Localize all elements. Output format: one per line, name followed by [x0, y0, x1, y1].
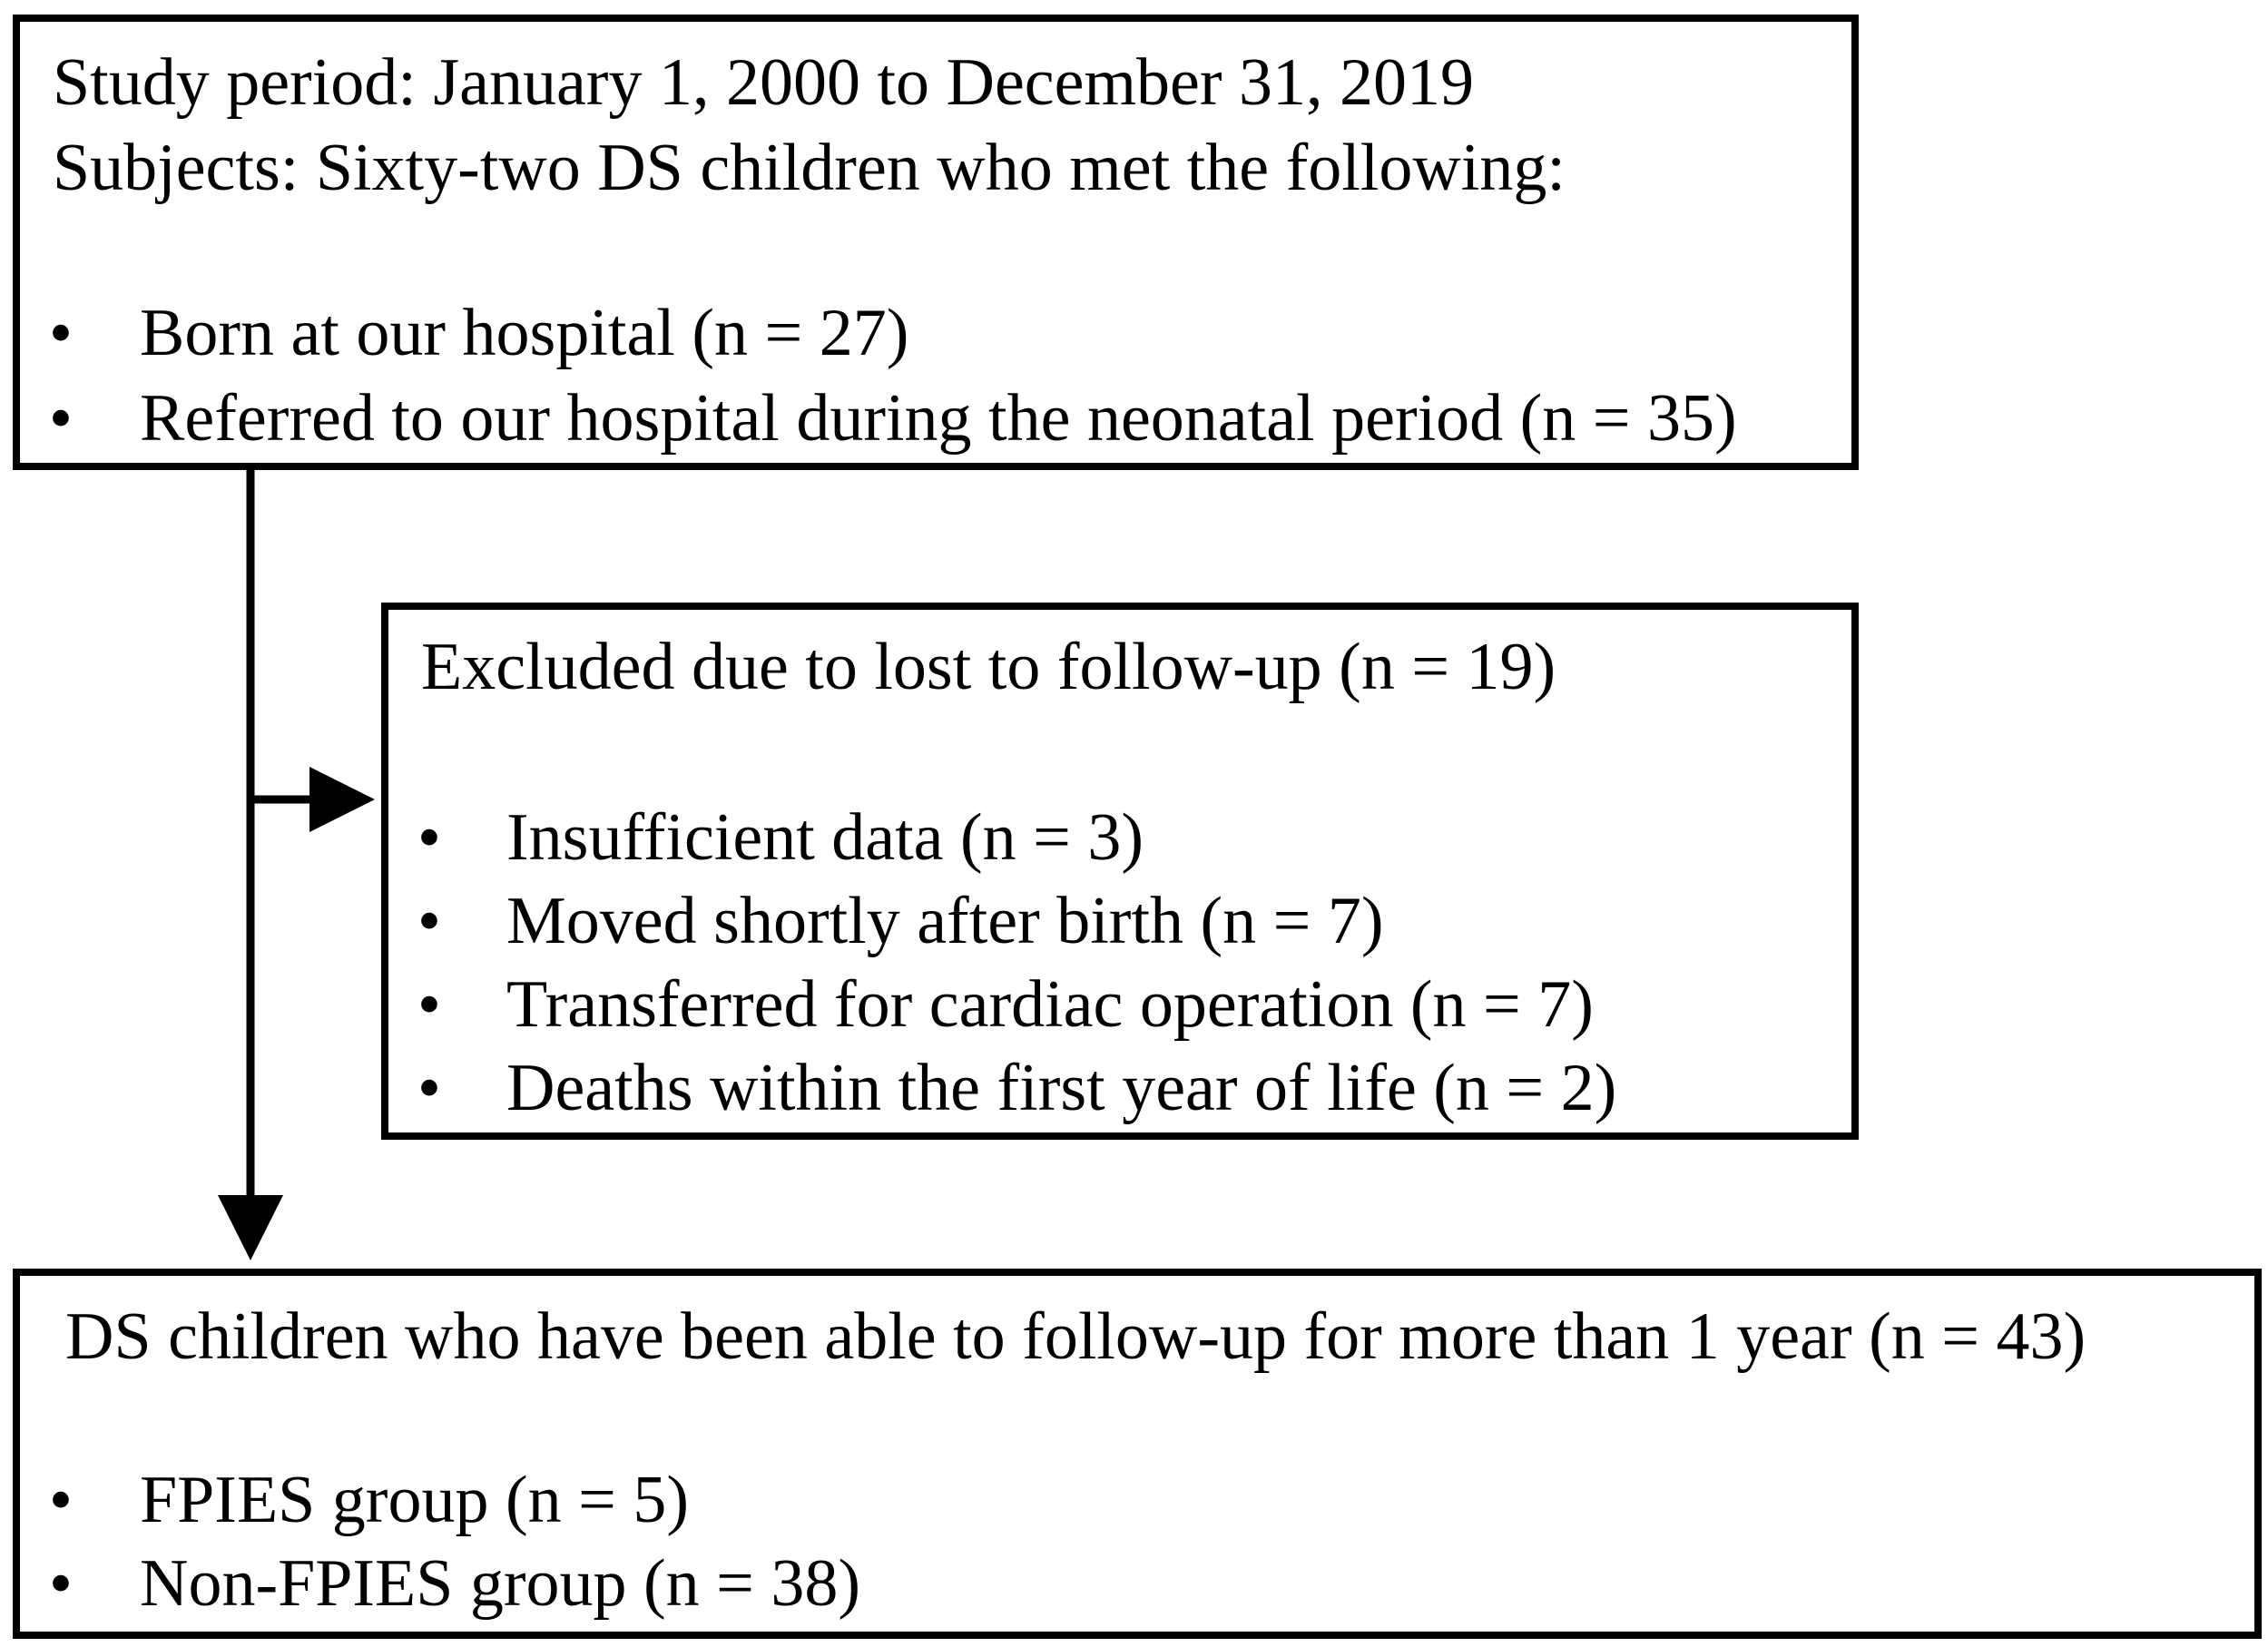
followup-box [13, 1269, 2262, 1639]
list-item: Non-FPIES group (n = 38) [140, 1546, 861, 1621]
excluded-title: Excluded due to lost to follow-up (n = 19) [421, 630, 1556, 704]
bullet-icon: • [49, 296, 73, 370]
bullet-icon: • [417, 1051, 441, 1125]
list-item: Insufficient data (n = 3) [506, 800, 1144, 875]
bullet-icon: • [49, 381, 73, 456]
excluded-box [381, 603, 1859, 1140]
bullet-icon: • [49, 1546, 73, 1621]
list-item: Deaths within the first year of life (n = 2) [506, 1051, 1617, 1125]
list-item: Transferred for cardiac operation (n = 7) [506, 967, 1594, 1042]
bullet-icon: • [49, 1463, 73, 1537]
bullet-icon: • [417, 967, 441, 1042]
subjects-text: Subjects: Sixty-two DS children who met the following: [53, 131, 1566, 205]
list-item: Referred to our hospital during the neonatal period (n = 35) [140, 381, 1737, 456]
bullet-icon: • [417, 884, 441, 958]
followup-title: DS children who have been able to follow-up for more than 1 year (n = 43) [65, 1299, 2086, 1374]
study-period-text: Study period: January 1, 2000 to December 31, 2019 [53, 45, 1475, 120]
bullet-icon: • [417, 800, 441, 875]
list-item: FPIES group (n = 5) [140, 1463, 689, 1537]
list-item: Born at our hospital (n = 27) [140, 296, 909, 370]
study-subjects-box [13, 15, 1859, 470]
list-item: Moved shortly after birth (n = 7) [506, 884, 1384, 958]
